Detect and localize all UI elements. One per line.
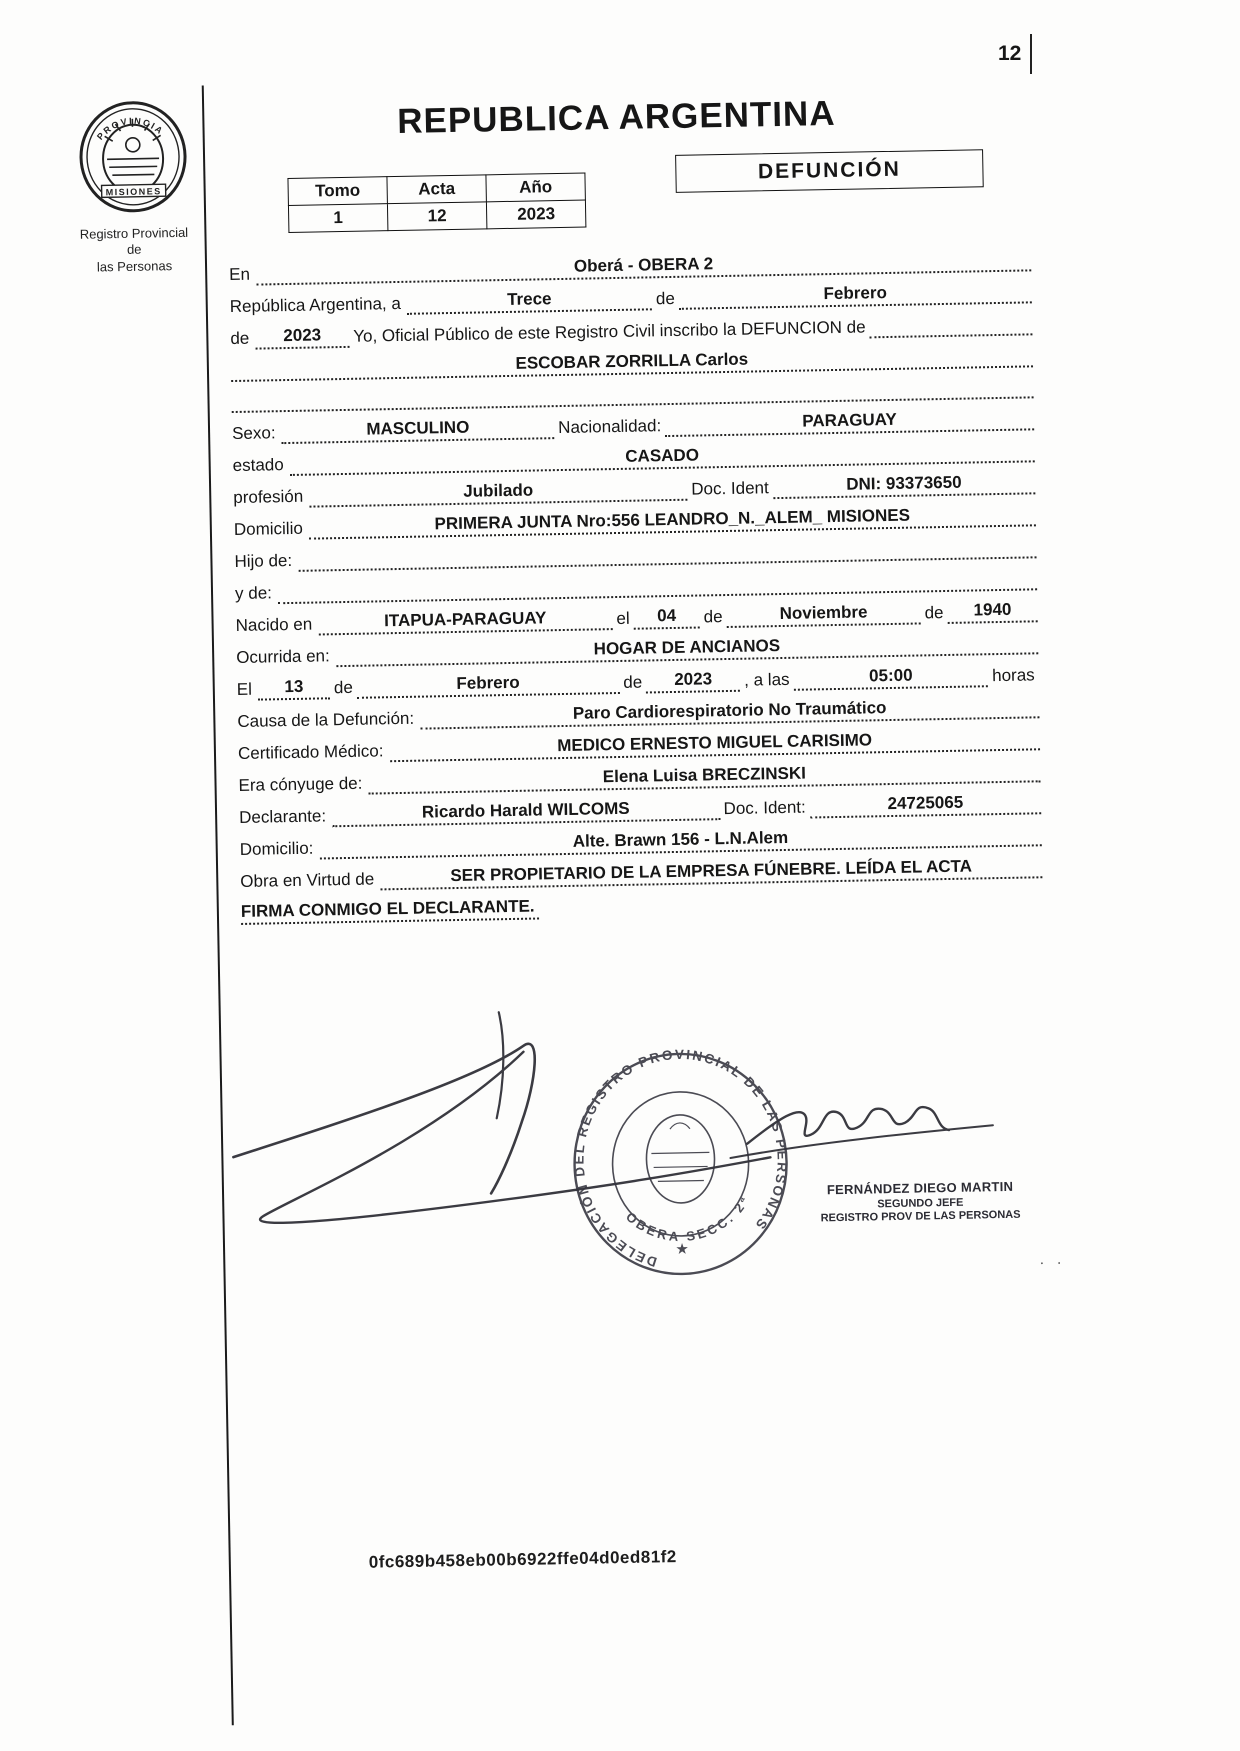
logo-caption-line2: las Personas [96,257,173,274]
signer-name: FERNÁNDEZ DIEGO MARTIN [826,1178,1014,1198]
field-republica [230,280,1032,318]
el-label: el [616,608,630,629]
ano-value: 2023 [486,200,585,229]
defuncion-box: DEFUNCIÓN [675,149,984,193]
nacido-month: Noviembre [726,601,920,628]
firma-statement: FIRMA CONMIGO EL DECLARANTE. [241,897,539,925]
doc-ident-label: Doc. Ident [691,478,769,499]
field-y-de [235,567,1037,605]
left-margin-rule [202,85,234,1725]
document-title: REPUBLICA ARGENTINA [396,93,836,141]
acta-table-value-row [288,200,585,232]
field-hijo-de [234,535,1036,573]
logo-caption-line1: Registro Provincial de [79,224,189,258]
field-obra [240,855,1042,893]
field-nacido [235,599,1037,637]
field-deceased-name [231,344,1033,382]
fecha-de1: de [333,677,354,698]
verification-hash: 0fc689b458eb00b6922ffe04d0ed81f2 [368,1547,677,1572]
provincial-seal-icon [76,100,190,214]
domicilio2-value: Alte. Brawn 156 - L.N.Alem [319,823,1042,859]
blank-dotted-line [231,376,1033,413]
fecha-year: 2023 [646,669,740,694]
inscription-text: Yo, Oficial Público de este Registro Civil inscribo la DEFUNCION de [353,317,866,346]
field-certificado [238,727,1040,765]
fecha-el-label: El [236,679,253,699]
conyuge-value: Elena Luisa BRECZINSKI [368,759,1040,794]
field-estado [232,439,1034,477]
deceased-name-value: ESCOBAR ZORRILLA Carlos [231,344,1033,382]
certificado-label: Certificado Médico: [237,741,384,763]
jefe-signature-underline [730,1125,993,1158]
declarante-doc-value: 24725065 [810,791,1042,818]
obra-label: Obra en Virtud de [240,869,375,891]
firma-row [241,887,1043,925]
field-profesion [233,471,1035,509]
domicilio-value: PRIMERA JUNTA Nro:556 LEANDRO_N._ALEM_ MISIONES [309,503,1036,539]
field-year-label: de [230,328,250,349]
field-year-line [230,312,1032,350]
horas-label: horas [991,665,1035,686]
signatures-and-stamp-graphic [222,980,1068,1335]
stamp-bottom-text: OBERA SECC. 2ª [623,1192,754,1245]
signer-title: SEGUNDO JEFE [877,1196,964,1211]
sexo-value: MASCULINO [281,416,554,444]
causa-value: Paro Cardiorespiratorio No Traumático [420,695,1040,729]
field-en [229,248,1031,286]
nacido-de2: de [924,603,944,623]
provincial-seal [74,100,192,276]
field-domicilio-declarante [240,823,1042,861]
certificate-form [229,248,1043,925]
page-number: 12 [998,42,1022,65]
estado-value: CASADO [290,439,1035,476]
nacionalidad-value: PARAGUAY [665,407,1034,437]
officiant-signature-stroke [231,1044,537,1198]
nacido-day: 04 [633,606,699,630]
field-causa [237,695,1039,733]
field-day-word: Trece [407,287,653,314]
domicilio-label: Domicilio [233,518,304,540]
causa-label: Causa de la Defunción: [237,708,415,731]
y-de-value [278,567,1037,604]
hijo-de-value [298,535,1037,572]
acta-value: 12 [387,202,486,231]
signature-area [222,980,1068,1335]
col-header-acta: Acta [387,175,486,204]
fecha-time: 05:00 [793,664,988,691]
col-header-ano: Año [486,173,585,202]
certificado-value: MEDICO ERNESTO MIGUEL CARISIMO [389,727,1040,762]
fecha-day: 13 [258,676,330,700]
nacido-de1: de [703,607,723,627]
svg-text:OBERA SECC. 2ª [623,1192,754,1245]
alas-label: , a las [744,669,790,690]
tomo-value: 1 [288,204,387,233]
nacido-year: 1940 [947,599,1037,624]
fecha-de2: de [623,672,643,692]
obra-value: SER PROPIETARIO DE LA EMPRESA FÚNEBRE. LEÍDA EL ACTA [380,855,1042,890]
seal-banner-text: MISIONES [105,186,162,198]
declarante-doc-label: Doc. Ident: [723,797,806,819]
nacido-place: ITAPUA-PARAGUAY [318,607,613,635]
field-ocurrida [236,631,1038,669]
conyuge-label: Era cónyuge de: [238,773,363,795]
nacido-label: Nacido en [235,614,313,636]
profesion-value: Jubilado [309,478,687,508]
officiant-signature-loop [257,1047,771,1223]
declarante-value: Ricardo Harald WILCOMS [332,797,720,827]
trailing-dots [869,312,1032,338]
ocurrida-label: Ocurrida en: [236,646,330,667]
stamp-ring-text: DELEGACIÓN DEL REGISTRO PROVINCIAL DE LAS PERSONAS [571,1046,790,1270]
field-en-value: Oberá - OBERA 2 [256,248,1031,285]
nacionalidad-label: Nacionalidad: [558,416,662,438]
doc-ident-value: DNI: 93373650 [773,471,1036,499]
field-republica-label: República Argentina, a [229,293,402,317]
signer-identity-block [802,1178,1039,1224]
scan-artifact-dots: · · [1039,1253,1066,1272]
field-de-label: de [655,288,676,309]
ocurrida-value: HOGAR DE ANCIANOS [336,631,1039,667]
stamp-star: ★ [675,1240,690,1259]
col-header-tomo: Tomo [288,177,387,206]
acta-table [287,173,586,233]
field-fecha-defuncion [237,663,1039,701]
signer-organization: REGISTRO PROV DE LAS PERSONAS [820,1208,1021,1225]
field-domicilio [234,503,1036,541]
fecha-month: Febrero [357,671,620,699]
officiant-signature-tick [495,1012,505,1118]
y-de-label: y de: [234,583,273,604]
logo-caption [76,225,192,276]
hijo-de-label: Hijo de: [234,550,293,572]
field-declarante [239,791,1041,829]
field-sexo [232,407,1034,445]
estado-label: estado [232,455,284,476]
field-month-value: Febrero [679,280,1032,309]
field-year-value: 2023 [255,325,349,350]
sexo-label: Sexo: [231,423,276,444]
field-en-label: En [229,264,251,285]
seal-arc-text: PROVINCIA [94,115,166,142]
profesion-label: profesión [233,486,304,508]
declarante-label: Declarante: [238,806,327,827]
domicilio2-label: Domicilio: [239,838,314,859]
field-conyuge [238,759,1040,797]
